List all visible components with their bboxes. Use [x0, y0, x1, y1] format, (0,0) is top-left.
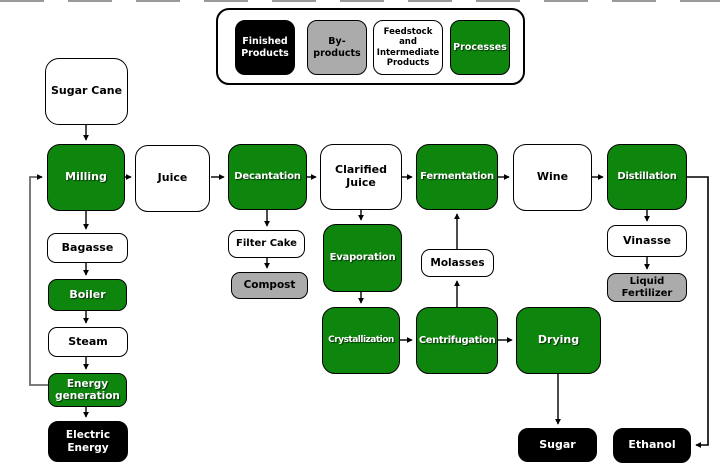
node-ethanol: Ethanol [613, 428, 691, 463]
node-sugar: Sugar [518, 428, 597, 462]
edge-energy-generation-to-milling-feedback [30, 177, 48, 385]
legend-item-finished-products: Finished Products [235, 20, 295, 75]
node-electric-energy: Electric Energy [48, 421, 128, 462]
node-wine: Wine [513, 144, 592, 211]
node-sugar-cane: Sugar Cane [45, 58, 128, 125]
node-compost: Compost [231, 272, 308, 299]
node-vinasse: Vinasse [607, 225, 687, 257]
node-centrifugation: Centrifugation [416, 307, 498, 374]
node-distillation: Distillation [607, 144, 687, 210]
node-liquid-fertilizer: Liquid Fertilizer [607, 273, 687, 302]
node-steam: Steam [48, 327, 128, 357]
node-filter-cake: Filter Cake [228, 230, 305, 258]
node-evaporation: Evaporation [323, 224, 402, 292]
node-fermentation: Fermentation [416, 144, 498, 210]
node-molasses: Molasses [421, 249, 494, 277]
node-juice: Juice [135, 145, 210, 212]
page-edge-line [0, 0, 720, 2]
node-energy-generation: Energy generation [48, 373, 127, 407]
node-decantation: Decantation [228, 144, 307, 210]
node-drying: Drying [516, 307, 601, 374]
legend-item-feedstock: Feedstock and Intermediate Products [373, 20, 443, 75]
legend-item-processes: Processes [450, 20, 510, 75]
legend-item-by-products: By-products [307, 20, 367, 75]
node-crystallization: Crystallization [322, 307, 400, 374]
node-bagasse: Bagasse [47, 233, 128, 263]
node-clarified-juice: Clarified Juice [320, 144, 402, 210]
node-boiler: Boiler [48, 279, 127, 311]
edge-distillation-to-ethanol [687, 177, 708, 445]
node-milling: Milling [47, 144, 125, 211]
